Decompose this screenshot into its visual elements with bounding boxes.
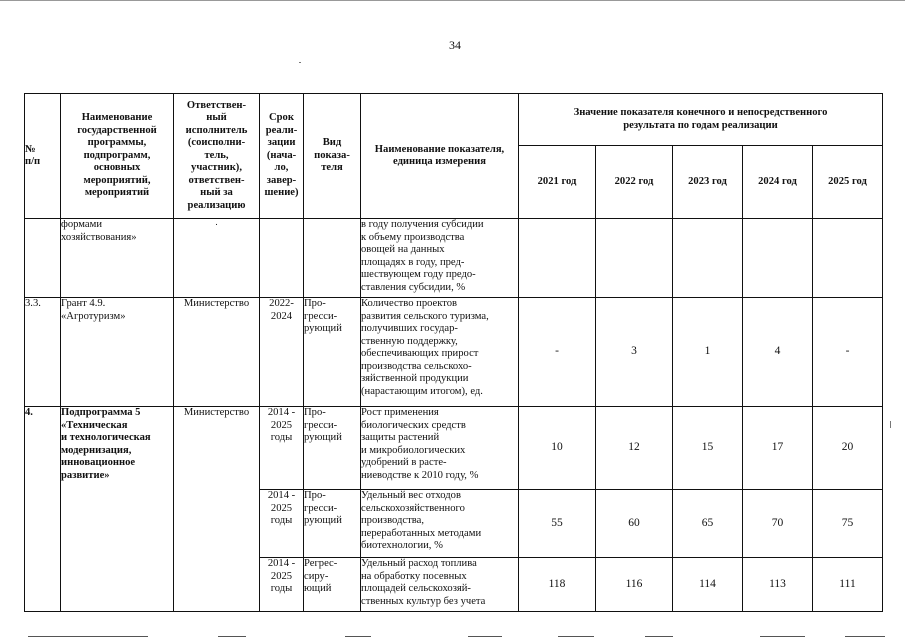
bottom-scan-line	[760, 636, 805, 637]
row-period: 2022- 2024	[260, 298, 304, 407]
row-indicator-type	[304, 219, 361, 298]
row-value-2022: 116	[596, 558, 673, 612]
bottom-scan-line	[218, 636, 246, 637]
row-value-2025: 111	[813, 558, 883, 612]
row-executor: .	[174, 219, 260, 298]
header-executor: Ответствен- ный исполнитель (соисполни- тель, участник), ответствен- ный за реализацию	[174, 94, 260, 219]
row-program-name: Подпрограмма 5 «Техническая и технологическая модернизация, инновационное развитие»	[61, 407, 174, 612]
row-value-2025: -	[813, 298, 883, 407]
row-indicator-type: Про- гресси- рующий	[304, 490, 361, 558]
row-number: 3.3.	[25, 298, 61, 407]
header-indicator-name: Наименование показателя, единица измерения	[361, 94, 519, 219]
row-value-2023	[673, 219, 743, 298]
row-number: 4.	[25, 407, 61, 612]
row-value-2024: 113	[743, 558, 813, 612]
row-value-2022: 3	[596, 298, 673, 407]
row-value-2022: 12	[596, 407, 673, 490]
row-value-2025: 20	[813, 407, 883, 490]
row-indicator-type: Про- гресси- рующий	[304, 407, 361, 490]
row-indicator-name: Удельный вес отходов сельскохозяйственного производства, переработанных методами биотехнологии, %	[361, 490, 519, 558]
bottom-scan-line	[345, 636, 371, 637]
row-value-2021: -	[519, 298, 596, 407]
table-row-4-indicator-1	[25, 407, 883, 490]
bottom-scan-line	[468, 636, 502, 637]
row-value-2025: 75	[813, 490, 883, 558]
row-value-2022: 60	[596, 490, 673, 558]
row-value-2023: 65	[673, 490, 743, 558]
bottom-scan-line	[558, 636, 594, 637]
row-value-2024: 4	[743, 298, 813, 407]
row-period: 2014 - 2025 годы	[260, 558, 304, 612]
row-value-2024	[743, 219, 813, 298]
top-scan-line	[0, 0, 905, 1]
header-values-group: Значение показателя конечного и непосредственного результата по годам реализации	[519, 94, 883, 146]
row-program-name: формами хозяйствования»	[61, 219, 174, 298]
row-indicator-name: Удельный расход топлива на обработку посевных площадей сельскохозяй- ственных культур без учета	[361, 558, 519, 612]
header-year-2024: 2024 год	[743, 146, 813, 219]
row-value-2024: 70	[743, 490, 813, 558]
row-value-2023: 114	[673, 558, 743, 612]
row-number	[25, 219, 61, 298]
header-indicator-type: Вид показа- теля	[304, 94, 361, 219]
row-value-2021	[519, 219, 596, 298]
row-value-2025	[813, 219, 883, 298]
table-row-continuation	[25, 219, 883, 298]
row-period: 2014 - 2025 годы	[260, 407, 304, 490]
row-value-2022	[596, 219, 673, 298]
table-row-3-3	[25, 298, 883, 407]
row-value-2021: 10	[519, 407, 596, 490]
row-program-name: Грант 4.9. «Агротуризм»	[61, 298, 174, 407]
row-period	[260, 219, 304, 298]
bottom-scan-line	[845, 636, 885, 637]
scan-mark	[299, 62, 301, 63]
header-program-name: Наименование государственной программы, подпрограмм, основных мероприятий, мероприятий	[61, 94, 174, 219]
bottom-scan-line	[645, 636, 673, 637]
row-indicator-name: в году получения субсидии к объему производства овощей на данных площадях в году, пред- шествующем году предо- ставления субсидии, %	[361, 219, 519, 298]
row-value-2023: 15	[673, 407, 743, 490]
header-year-2022: 2022 год	[596, 146, 673, 219]
row-indicator-name: Количество проектов развития сельского туризма, получивших государ- ственную поддержку, обеспечивающих прирост производства сельскохо- зяйственной продукции (нарастающим итогом), ед.	[361, 298, 519, 407]
row-period: 2014 - 2025 годы	[260, 490, 304, 558]
bottom-scan-line	[28, 636, 148, 637]
scan-mark	[890, 421, 891, 428]
header-number: № п/п	[25, 94, 61, 219]
header-year-2021: 2021 год	[519, 146, 596, 219]
header-period: Срок реали- зации (нача- ло, завер- шение)	[260, 94, 304, 219]
row-value-2024: 17	[743, 407, 813, 490]
row-indicator-name: Рост применения биологических средств защиты растений и микробиологических удобрений в расте- ниеводстве к 2010 году, %	[361, 407, 519, 490]
row-value-2021: 55	[519, 490, 596, 558]
page-number: 34	[449, 38, 461, 52]
row-indicator-type: Про- гресси- рующий	[304, 298, 361, 407]
row-indicator-type: Регрес- сиру- ющий	[304, 558, 361, 612]
row-value-2021: 118	[519, 558, 596, 612]
row-executor: Министерство	[174, 298, 260, 407]
header-year-2025: 2025 год	[813, 146, 883, 219]
indicator-table	[24, 93, 883, 612]
row-value-2023: 1	[673, 298, 743, 407]
row-executor: Министерство	[174, 407, 260, 612]
header-year-2023: 2023 год	[673, 146, 743, 219]
